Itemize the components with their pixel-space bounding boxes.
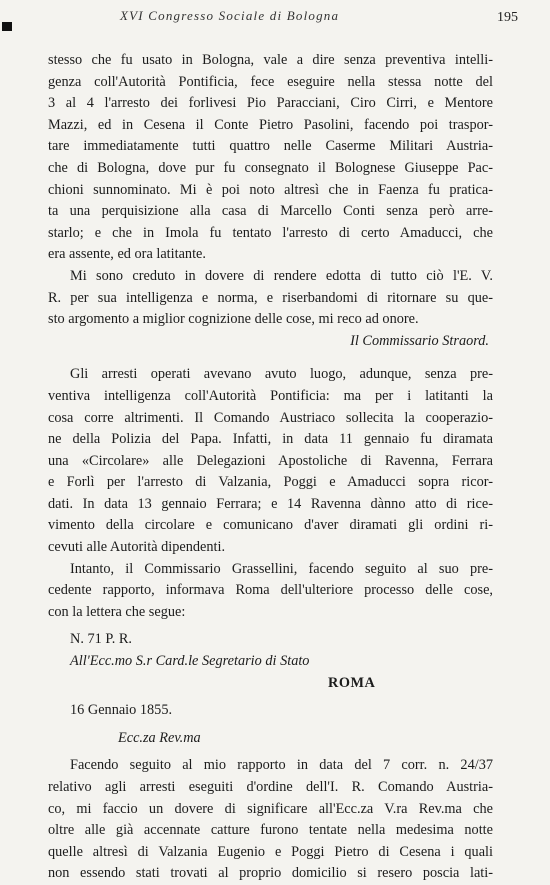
text-line: chioni sunnominato. Mi è poi noto altresì che in Faenza fu pratica- <box>48 181 493 198</box>
text-line: ne della Polizia del Papa. Infatti, in data 11 gennaio fu diramata <box>48 431 493 448</box>
text-line: oltre alle già accennate catture furono tentate nella medesima notte <box>48 822 493 839</box>
letter-date: 16 Gennaio 1855. <box>70 702 173 719</box>
text-line: Intanto, il Commissario Grassellini, facendo seguito al suo pre- <box>70 560 493 577</box>
page-number: 195 <box>497 10 518 25</box>
letter-destination: ROMA <box>328 674 376 691</box>
text-line: relativo agli arresti eseguiti d'ordine dell'I. R. Comando Austria- <box>48 779 493 795</box>
text-line: quelle altresì di Valzania Eugenio e Poggi Pietro di Cesena i quali <box>48 843 493 860</box>
text-line: cedente rapporto, informava Roma dell'ulteriore processo delle cose, <box>48 582 493 599</box>
text-line: con la lettera che segue: <box>48 603 186 620</box>
text-line: sto argomento a miglior cognizione delle cose, mi reco ad onore. <box>48 311 419 328</box>
text-line: co, mi faccio un dovere di significare all'Ecc.za V.ra Rev.ma che <box>48 800 493 817</box>
text-line: Mazzi, ed in Cesena il Conte Pietro Pasolini, facendo poi traspor- <box>48 116 493 133</box>
text-line: era assente, ed ora latitante. <box>48 246 206 263</box>
body-text <box>48 50 493 885</box>
text-line: Mi sono creduto in dovere di rendere edotta di tutto ciò l'E. V. <box>70 267 493 284</box>
text-line: R. per sua intelligenza e norma, e riserbandomi di ritornare su que- <box>48 289 493 306</box>
paragraph-gap <box>48 352 493 364</box>
text-line: una «Circolare» alle Delegazioni Apostoliche di Ravenna, Ferrara <box>48 452 493 469</box>
protocol-number: N. 71 P. R. <box>70 631 132 648</box>
text-line: ta una perquisizione alla casa di Marcello Conti senza però arre- <box>48 203 493 220</box>
text-line: starlo; e che in Imola fu tentato l'arresto di certo Amaducci, che <box>48 224 493 241</box>
text-line: dati. In data 13 gennaio Ferrara; e 14 Ravenna dànno atto di rice- <box>48 495 493 512</box>
letter-addressee: All'Ecc.mo S.r Card.le Segretario di Stato <box>70 653 310 670</box>
running-head: XVI Congresso Sociale di Bologna <box>120 8 340 23</box>
text-line: che di Bologna, dove pur fu consegnato il Bolognese Giuseppe Pac- <box>48 159 493 176</box>
text-line: 3 al 4 l'arresto dei forlivesi Pio Paracciani, Ciro Cirri, e Mentore <box>48 95 493 112</box>
text-line: genza coll'Autorità Pontificia, fece eseguire nella stessa notte del <box>48 73 493 90</box>
text-line: e Forlì per l'arresto di Valzania, Poggi e Amaducci sopra ricor- <box>48 474 493 491</box>
text-line: ventiva intelligenza coll'Autorità Pontificia: ma per i latitanti la <box>48 387 493 404</box>
text-line: Facendo seguito al mio rapporto in data del 7 corr. n. 24/37 <box>70 757 493 774</box>
page-header <box>0 4 550 26</box>
text-line: cosa corre altrimenti. Il Comando Austriaco sollecita la cooperazio- <box>48 409 493 426</box>
text-line: cevuti alle Autorità dipendenti. <box>48 539 226 556</box>
signature-line: Il Commissario Straord. <box>350 332 489 349</box>
text-line: Gli arresti operati avevano avuto luogo, adunque, senza pre- <box>70 366 493 383</box>
text-line: non essendo stati trovati al proprio domicilio si resero poscia lati- <box>48 865 493 882</box>
text-line: vimento della circolare e comunicano d'aver diramati gli ordini ri- <box>48 517 493 534</box>
text-line: stesso che fu usato in Bologna, vale a dire senza preventiva intelli- <box>48 52 493 68</box>
letter-salutation: Ecc.za Rev.ma <box>118 729 201 746</box>
text-line: tare immediatamente tutti quattro nelle Caserme Militari Austria- <box>48 138 493 155</box>
